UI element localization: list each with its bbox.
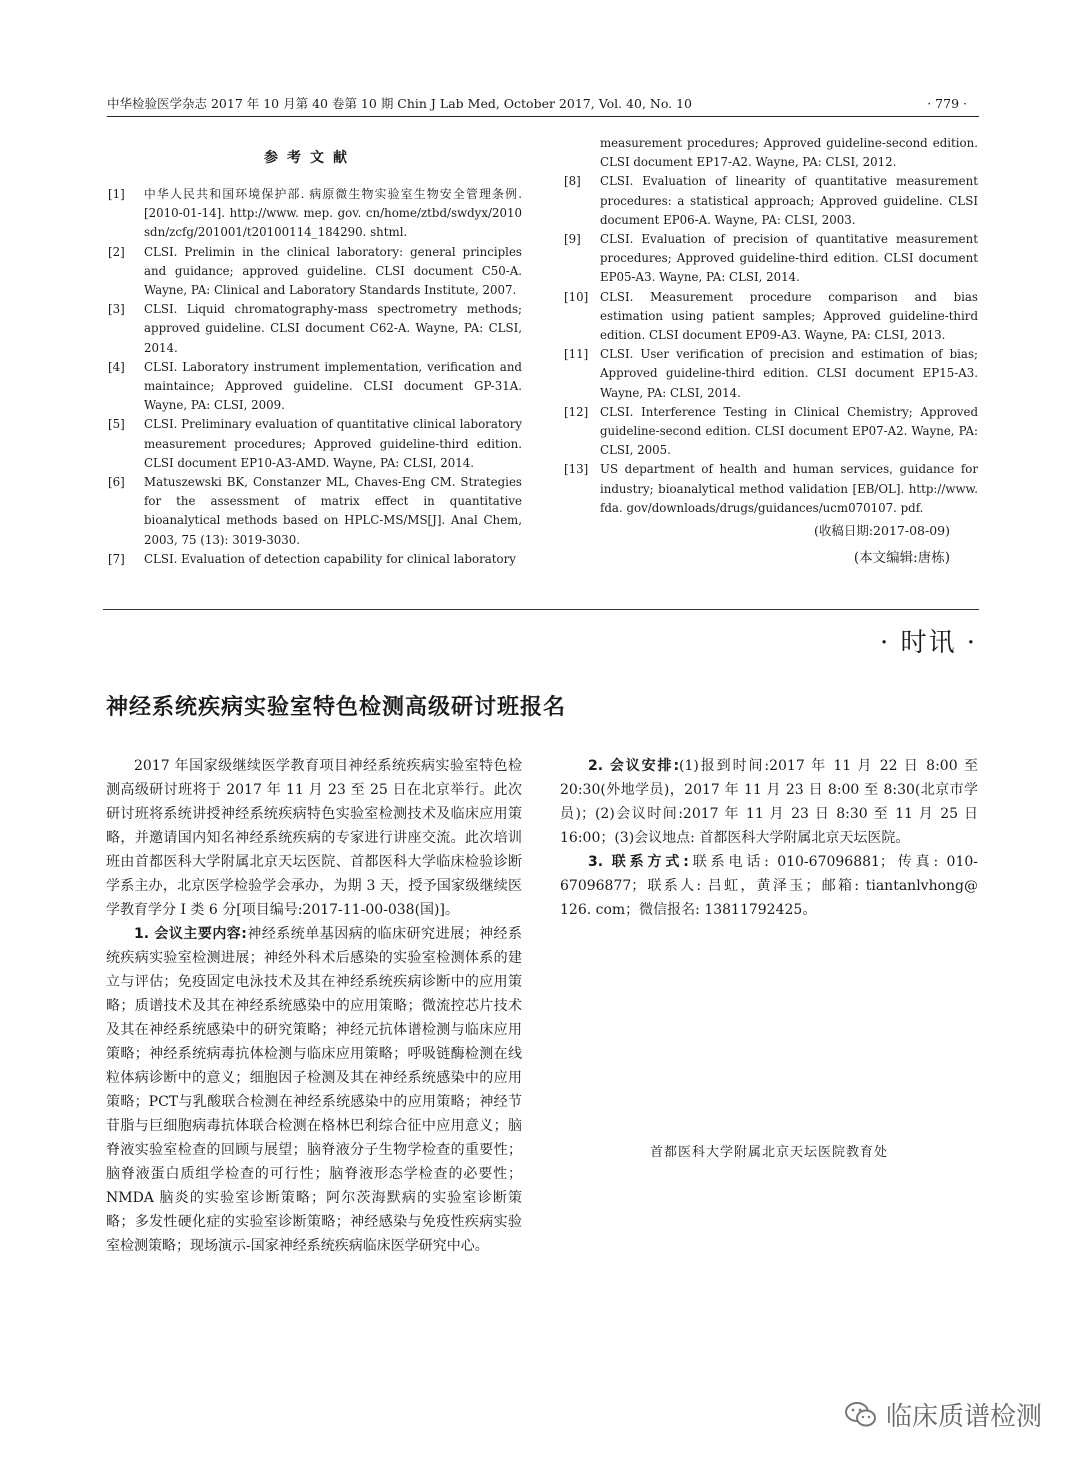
article-paragraph-3: [560, 850, 978, 922]
wechat-icon: [844, 1400, 878, 1430]
watermark: [844, 1396, 1042, 1433]
reference-item: [7] CLSI. Evaluation of detection capability for clinical laboratory: [108, 551, 516, 566]
reference-item: measurement procedures; Approved guideline-second edition. CLSI document EP17-A2. Wayne, PA: CLSI, 2012.: [600, 136, 978, 170]
article-paragraph-1: [106, 922, 522, 1258]
editor-note: (本文编辑:唐栋): [853, 550, 950, 566]
page-number: · 779 ·: [927, 96, 967, 111]
references-heading: 参考文献: [264, 150, 356, 166]
reference-item: [9] CLSI. Evaluation of precision of quantitative measurement procedures; Approved guideline-third edition. CLSI document EP05-A3. Wayne, PA: CLSI, 2014.: [564, 232, 978, 285]
watermark-text: 临床质谱检测: [885, 1402, 1042, 1432]
header-rule: [107, 116, 979, 117]
received-date: (收稿日期:2017-08-09): [813, 523, 950, 538]
reference-item: [6] Matuszewski BK, Constanzer ML, Chaves-Eng CM. Strategies for the assessment of matrix effect in quantitative bioanalytical methods based on HPLC-MS/MS[J]. Anal Chem, 2003, 75 (13): 3019-3030.: [108, 475, 522, 547]
references-right-column: [564, 134, 978, 518]
reference-item: [4] CLSI. Laboratory instrument implementation, verification and maintaince; Approved guideline. CLSI document GP-31A. Wayne, PA: CLSI, 2009.: [108, 359, 522, 413]
reference-item: [10] CLSI. Measurement procedure comparison and bias estimation using patient samples; Approved guideline-third edition. CLSI document EP09-A3. Wayne, PA: CLSI, 2013.: [564, 289, 978, 343]
running-head: [107, 92, 979, 116]
paragraph-text: (1)报到时间:2017 年 11 月 22 日 8:00 至 20:30(外地学员)，2017 年 11 月 23 日 8:00 至 8:30(北京市学员)；(2)会议时间:2017 年 11 月 23 日 8:30 至 11 月 25 日 16:00；(3)会议地点: 首都医科大学附属北京天坛医院。: [560, 758, 978, 846]
journal-citation: 中华检验医学杂志 2017 年 10 月第 40 卷第 10 期 Chin J Lab Med, October 2017, Vol. 40, No. 10: [107, 96, 692, 111]
paragraph-text: 神经系统单基因病的临床研究进展；神经系统疾病实验室检测进展；神经外科术后感染的实验室检测体系的建立与评估；免疫固定电泳技术及其在神经系统疾病诊断中的应用策略；质谱技术及其在神经系统感染中的应用策略；微流控芯片技术及其在神经系统感染中的研究策略；神经元抗体谱检测与临床应用策略；神经系统病毒抗体检测与临床应用策略；呼吸链酶检测在线粒体病诊断中的意义；细胞因子检测及其在神经系统感染中的应用策略；PCT与乳酸联合检测在神经系统感染中的应用策略；神经节苷脂与巨细胞病毒抗体联合检测在格林巴利综合征中应用意义；脑脊液实验室检查的回顾与展望；脑脊液分子生物学检查的重要性；脑脊液蛋白质组学检查的可行性；脑脊液形态学检查的必要性；NMDA 脑炎的实验室诊断策略；阿尔茨海默病的实验室诊断策略；多发性硬化症的实验室诊断策略；神经感染与免疫性疾病实验室检测策略；现场演示-国家神经系统疾病临床医学研究中心。: [106, 926, 522, 1254]
paragraph-text: 联系电话: 010-67096881；传真: 010-67096877；联系人: 吕虹，黄泽玉；邮箱: tiantanlvhong@ 126. com；微信报名: 13811792425。: [560, 854, 978, 918]
references-left-column: [108, 185, 522, 569]
reference-item: [5] CLSI. Preliminary evaluation of quantitative clinical laboratory measurement procedures; Approved guideline-third edition. CLSI document EP10-A3-AMD. Wayne, PA: CLSI, 2014.: [108, 417, 522, 470]
article-signature: 首都医科大学附属北京天坛医院教育处: [649, 1145, 888, 1160]
article-paragraph-2: [560, 754, 978, 850]
reference-item: [11] CLSI. User verification of precision and estimation of bias; Approved guideline-third edition. CLSI document EP15-A3. Wayne, PA: CLSI, 2014.: [564, 347, 978, 400]
section-tag: · 时讯 ·: [879, 628, 977, 658]
reference-item: [13] US department of health and human services, guidance for industry; bioanalytical method validation [EB/OL]. http://www. fda. gov/downloads/drugs/guidances/ucm070107. pdf.: [564, 462, 978, 515]
paragraph-label: 2. 会议安排:: [588, 758, 680, 774]
paragraph-label: 3. 联系方式:: [588, 854, 689, 870]
paragraph-label: 1. 会议主要内容:: [134, 926, 247, 942]
article-body-right: [560, 754, 978, 922]
reference-item: [12] CLSI. Interference Testing in Clinical Chemistry; Approved guideline-second edition. CLSI document EP07-A2. Wayne, PA: CLSI, 2005.: [564, 404, 978, 458]
reference-item: [1] 中华人民共和国环境保护部. 病原微生物实验室生物安全管理条例. [2010-01-14]. http://www. mep. gov. cn/home/ztbd/swdyx/2010 sdn/zcfg/201001/t20100114_184290. shtml.: [108, 187, 522, 240]
article-title: 神经系统疾病实验室特色检测高级研讨班报名: [106, 695, 567, 720]
reference-item: [3] CLSI. Liquid chromatography-mass spectrometry methods; approved guideline. CLSI document C62-A. Wayne, PA: CLSI, 2014.: [108, 302, 522, 355]
reference-item: [2] CLSI. Prelimin in the clinical laboratory: general principles and guidance; approved guideline. CLSI document C50-A. Wayne, PA: Clinical and Laboratory Standards Institute, 2007.: [108, 244, 522, 298]
reference-item: [8] CLSI. Evaluation of linearity of quantitative measurement procedures: a statistical approach; Approved guideline. CLSI document EP06-A. Wayne, PA: CLSI, 2003.: [564, 174, 978, 227]
article-intro: 2017 年国家级继续医学教育项目神经系统疾病实验室特色检测高级研讨班将于 2017 年 11 月 23 至 25 日在北京举行。此次研讨班将系统讲授神经系统疾病特色实验室检测技术及临床应用策略，并邀请国内知名神经系统疾病的专家进行讲座交流。此次培训班由首都医科大学附属北京天坛医院、首都医科大学临床检验诊断学系主办，北京医学检验学会承办，为期 3 天，授予国家级继续医学教育学分 Ⅰ 类 6 分[项目编号:2017-11-00-038(国)]。: [106, 758, 522, 918]
article-body-left: [106, 754, 522, 1258]
section-rule: [103, 609, 979, 610]
